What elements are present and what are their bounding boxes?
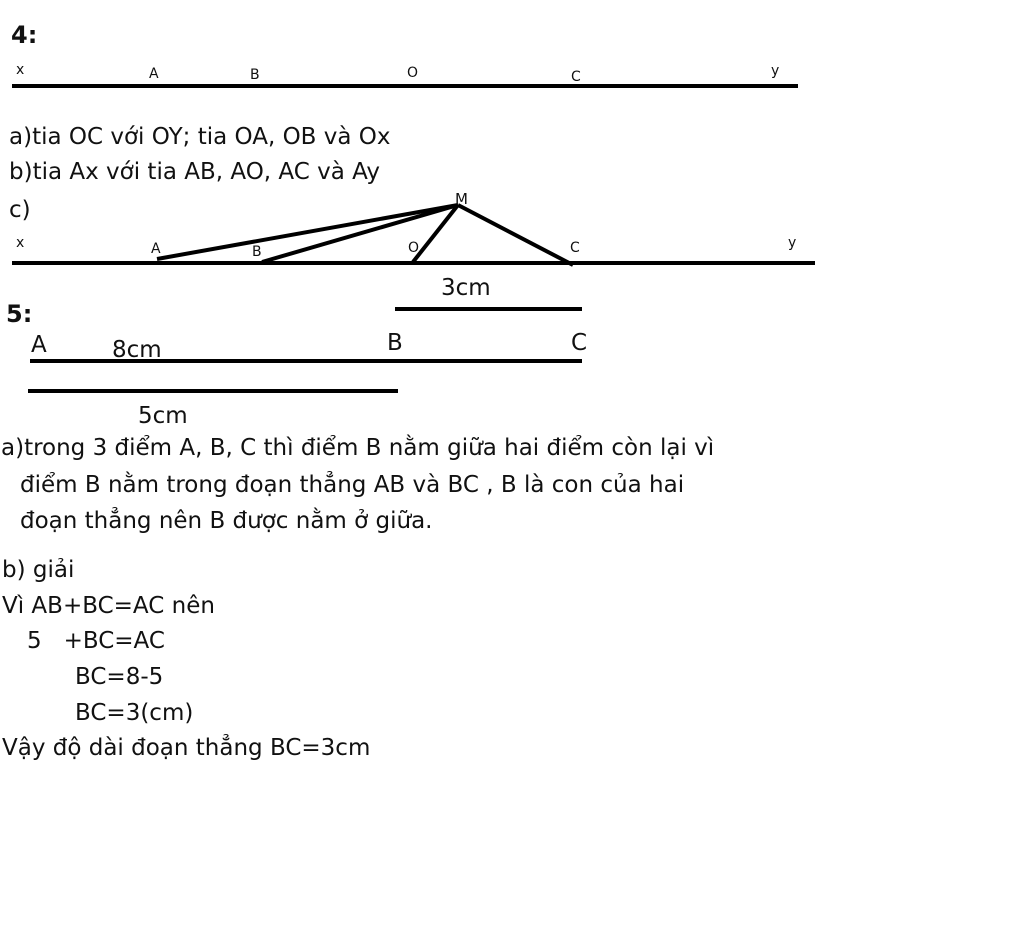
problem-4c-label: c) — [9, 197, 31, 223]
problem-5b-conclusion: Vậy độ dài đoạn thẳng BC=3cm — [2, 735, 371, 761]
point-B-label: B — [387, 330, 403, 356]
problem-5b-line-3: 5 +BC=AC — [27, 628, 165, 654]
problem-5b-line-1: b) giải — [2, 557, 75, 583]
point-A-label: A — [31, 332, 47, 358]
problem-5a-line-3: đoạn thẳng nên B được nằm ở giữa. — [20, 508, 433, 534]
point-C-label: C — [571, 330, 588, 356]
ac-length-label: 8cm — [112, 337, 162, 363]
line2-label-x: x — [16, 235, 25, 251]
problem-4a-answer: a)tia OC với OY; tia OA, OB và Ox — [9, 124, 391, 150]
problem-5-heading: 5: — [6, 300, 33, 328]
line2-label-O: O — [408, 240, 420, 256]
problem-4-heading: 4: — [11, 21, 38, 49]
problem-5a-line-2: điểm B nằm trong đoạn thẳng AB và BC , B là con của hai — [20, 472, 685, 498]
line2-label-C: C — [570, 240, 580, 256]
line1-label-O: O — [407, 65, 419, 81]
problem-5a-line-1: a)trong 3 điểm A, B, C thì điểm B nằm giữa hai điểm còn lại vì — [1, 435, 715, 461]
segment-MC — [458, 205, 573, 265]
line1-label-y: y — [771, 63, 780, 79]
problem-4b-answer: b)tia Ax với tia AB, AO, AC và Ay — [9, 159, 380, 185]
line2-label-A: A — [151, 241, 161, 257]
line2-label-y: y — [788, 235, 797, 251]
line2-label-M: M — [455, 190, 468, 208]
bc-length-label: 3cm — [441, 275, 491, 301]
line1-label-A: A — [149, 66, 159, 82]
line1-label-x: x — [16, 62, 25, 78]
problem-5b-line-5: BC=3(cm) — [75, 700, 194, 726]
problem-5b-line-4: BC=8-5 — [75, 664, 164, 690]
line2-label-B: B — [252, 244, 262, 260]
problem-5b-line-2: Vì AB+BC=AC nên — [2, 593, 215, 619]
line1-label-C: C — [571, 69, 581, 85]
ab-length-label: 5cm — [138, 403, 188, 429]
line1-label-B: B — [250, 67, 260, 83]
